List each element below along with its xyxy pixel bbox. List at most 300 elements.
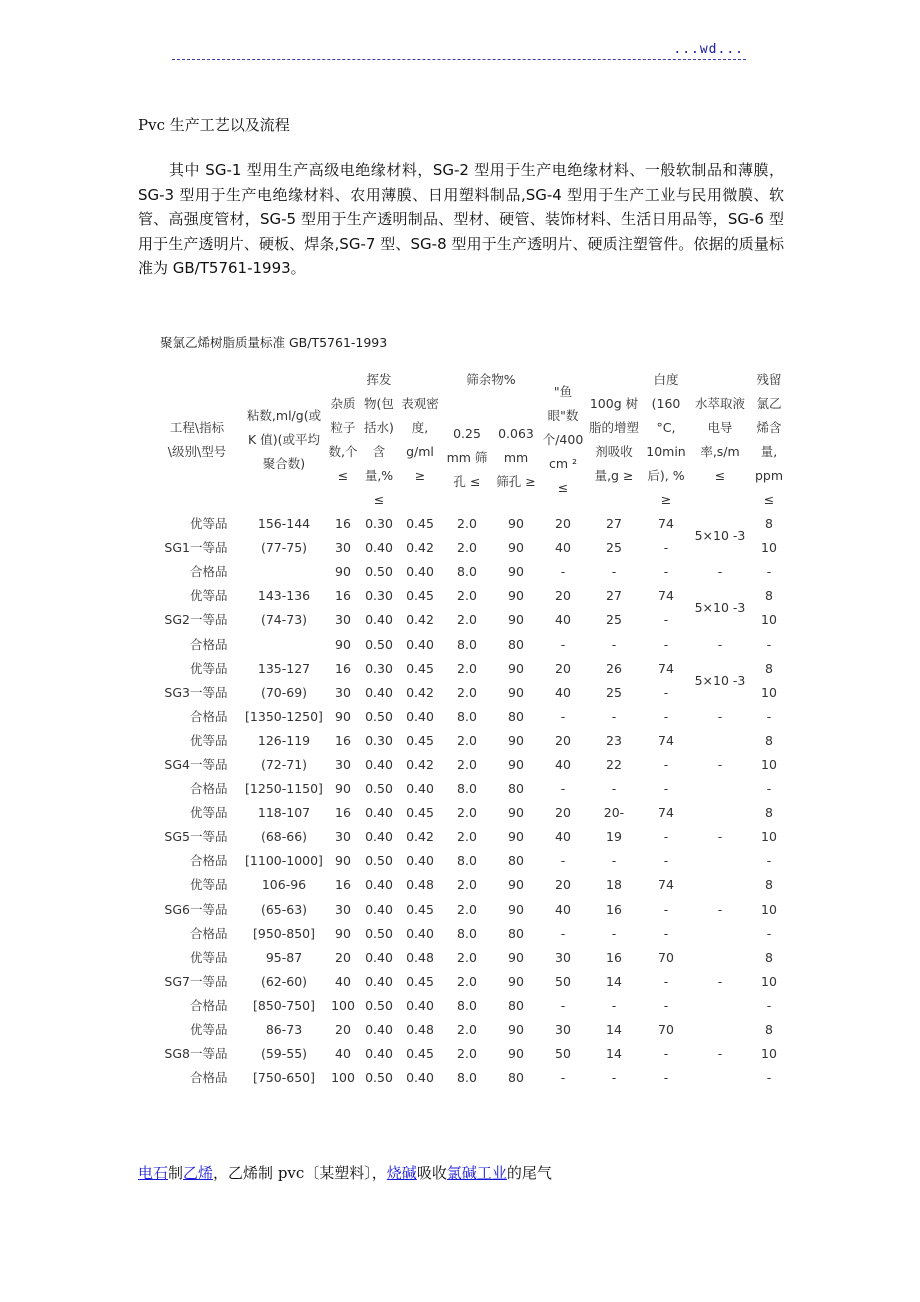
cell-residual: 10: [761, 829, 777, 845]
cell-whiteness: 70: [658, 1022, 674, 1038]
cell-whiteness: -: [663, 781, 669, 797]
cell-whiteness: -: [663, 708, 669, 724]
cell-s0063: 90: [508, 540, 524, 556]
cell-s025: 8.0: [457, 997, 477, 1013]
cell-plasticizer: 14: [606, 1046, 622, 1062]
cell-density: 0.48: [406, 1022, 434, 1038]
cell-whiteness: 70: [658, 949, 674, 965]
intro-paragraph: 其中 SG-1 型用生产高级电绝缘材料，SG-2 型用于生产电绝缘材料、一般软制品和薄膜，SG-3 型用于生产电绝缘材料、农用薄膜、日用塑料制品,SG-4 型用于生产工业与民用微膜、软管、高强度管材，SG-5 型用于生产透明制品、型材、硬管、装饰材料、生活日用品等，SG-6 型用于生产透明片、硬板、焊条,SG-7 型、SG-8 型用于生产透明片、硬质注塑管件。依据的质量标准为 GB/T5761-1993。: [138, 161, 784, 277]
cell-density: 0.48: [406, 949, 434, 965]
cell-residual: 10: [761, 684, 777, 700]
grade-label: 一等品: [190, 756, 228, 772]
grade-label: 合格品: [190, 708, 228, 724]
cell-whiteness: -: [663, 901, 669, 917]
cell-model-grade: [152, 536, 242, 560]
cell-model-grade: [152, 632, 242, 656]
cell-impurity: 30: [335, 540, 351, 556]
cell-whiteness: -: [663, 829, 669, 845]
cell-viscosity: (72-71): [260, 756, 308, 772]
cell-impurity: 16: [335, 732, 351, 748]
cell-model-grade: [152, 657, 242, 681]
cell-volatile: 0.40: [365, 949, 393, 965]
cell-s025: 8.0: [457, 1070, 477, 1086]
cell-volatile: 0.50: [365, 925, 393, 941]
cell-density: 0.45: [406, 516, 434, 532]
cell-impurity: 90: [335, 853, 351, 869]
cell-impurity: 16: [335, 877, 351, 893]
cell-viscosity: 143-136 (74-73): [257, 588, 311, 628]
cell-fisheye: -: [560, 564, 566, 580]
cell-plasticizer: 19: [606, 829, 622, 845]
cell-volatile: 0.30: [365, 588, 393, 604]
cell-impurity: 30: [335, 612, 351, 628]
cell-plasticizer: -: [611, 853, 617, 869]
cell-fisheye: 20: [555, 660, 571, 676]
cell-s0063: 80: [508, 636, 524, 652]
cell-model-grade: [152, 970, 242, 994]
cell-residual: 8: [765, 1022, 773, 1038]
cell-fisheye: -: [560, 1070, 566, 1086]
cell-density: 0.40: [406, 853, 434, 869]
cell-volatile: 0.30: [365, 732, 393, 748]
header-plasticizer: 100g 树脂的增塑剂吸收量,g ≥: [589, 396, 640, 483]
cell-plasticizer: 27: [606, 516, 622, 532]
cell-s0063: 90: [508, 1046, 524, 1062]
cell-plasticizer: 14: [606, 1022, 622, 1038]
cell-conductivity: -: [717, 756, 723, 772]
cell-s0063: 90: [508, 901, 524, 917]
table-row: [152, 512, 788, 536]
header-whiteness: 白度 (160 °C, 10min 后), % ≥: [646, 372, 686, 507]
cell-model-grade: [152, 777, 242, 801]
cell-s0063: 90: [508, 1022, 524, 1038]
cell-s025: 8.0: [457, 853, 477, 869]
header-fisheye: "鱼眼"数个/400 cm ² ≤: [542, 384, 584, 495]
grade-label: 优等品: [190, 949, 228, 965]
cell-residual: 8: [765, 732, 773, 748]
cell-impurity: 16: [335, 805, 351, 821]
cell-volatile: 0.50: [365, 564, 393, 580]
cell-volatile: 0.50: [365, 708, 393, 724]
cell-residual: 10: [761, 1046, 777, 1062]
cell-viscosity: [950-850]: [253, 925, 315, 941]
table-row: [152, 801, 788, 825]
header-volatile: 挥发物(包括水)含量,% ≤: [364, 372, 394, 507]
cell-model-grade: [152, 512, 242, 536]
cell-whiteness: 74: [658, 516, 674, 532]
cell-conductivity: -: [717, 708, 723, 724]
cell-volatile: 0.40: [365, 612, 393, 628]
cell-s025: 8.0: [457, 708, 477, 724]
cell-density: 0.40: [406, 636, 434, 652]
footer-line: [138, 1162, 552, 1183]
cell-whiteness: -: [663, 925, 669, 941]
table-row: [152, 705, 788, 729]
cell-model-grade: [152, 608, 242, 632]
grade-label: 合格品: [190, 1070, 228, 1086]
cell-whiteness: -: [663, 564, 669, 580]
cell-fisheye: 40: [555, 540, 571, 556]
cell-viscosity: [1350-1250]: [245, 708, 323, 724]
cell-plasticizer: 18: [606, 877, 622, 893]
cell-density: 0.42: [406, 540, 434, 556]
grade-label: 一等品: [190, 684, 228, 700]
cell-volatile: 0.40: [365, 540, 393, 556]
cell-volatile: 0.40: [365, 829, 393, 845]
cell-impurity: 16: [335, 588, 351, 604]
cell-fisheye: -: [560, 853, 566, 869]
cell-conductivity: 5×10 -3: [694, 528, 746, 544]
cell-viscosity: 156-144 (77-75): [257, 516, 311, 556]
cell-volatile: 0.50: [365, 997, 393, 1013]
cell-plasticizer: 22: [606, 756, 622, 772]
cell-s0063: 90: [508, 805, 524, 821]
cell-whiteness: 74: [658, 660, 674, 676]
cell-s025: 8.0: [457, 636, 477, 652]
model-label: SG7: [164, 973, 190, 989]
cell-model-grade: [152, 898, 242, 922]
grade-label: 优等品: [190, 732, 228, 748]
cell-s025: 2.0: [457, 949, 477, 965]
cell-viscosity: [750-650]: [253, 1070, 315, 1086]
model-label: SG4: [164, 756, 190, 772]
cell-s0063: 80: [508, 997, 524, 1013]
cell-fisheye: 20: [555, 588, 571, 604]
cell-density: 0.40: [406, 925, 434, 941]
link-calcium-carbide[interactable]: 电石: [138, 1164, 169, 1182]
header-density: 表观密度, g/ml ≥: [401, 396, 439, 483]
cell-volatile: 0.50: [365, 781, 393, 797]
grade-label: 优等品: [190, 588, 228, 604]
table-body: [152, 512, 788, 1090]
cell-model-grade: [152, 753, 242, 777]
cell-fisheye: 40: [555, 901, 571, 917]
cell-model-grade: [152, 681, 242, 705]
cell-viscosity: 86-73: [265, 1022, 303, 1038]
cell-fisheye: -: [560, 636, 566, 652]
cell-s025: 2.0: [457, 684, 477, 700]
cell-s0063: 90: [508, 949, 524, 965]
cell-s025: 2.0: [457, 660, 477, 676]
cell-impurity: 100: [331, 997, 355, 1013]
cell-s025: 2.0: [457, 588, 477, 604]
cell-plasticizer: 23: [606, 732, 622, 748]
table-row: [152, 873, 788, 897]
grade-label: 优等品: [190, 805, 228, 821]
cell-conductivity: -: [717, 1046, 723, 1062]
cell-density: 0.40: [406, 1070, 434, 1086]
cell-volatile: 0.40: [365, 1046, 393, 1062]
cell-whiteness: -: [663, 684, 669, 700]
cell-density: 0.45: [406, 588, 434, 604]
cell-s025: 2.0: [457, 877, 477, 893]
table-row: [152, 1018, 788, 1042]
grade-label: 优等品: [190, 516, 228, 532]
cell-impurity: 40: [335, 973, 351, 989]
header-residual: 残留氯乙烯含量, ppm ≤: [754, 372, 784, 507]
footer-text-2: ，乙烯制 pvc〔某塑料〕，: [213, 1164, 387, 1182]
header-sieve-group: 筛余物%: [466, 372, 516, 387]
cell-volatile: 0.50: [365, 853, 393, 869]
cell-impurity: 16: [335, 516, 351, 532]
model-label: SG8: [164, 1046, 190, 1062]
cell-volatile: 0.30: [365, 660, 393, 676]
cell-viscosity: (68-66): [260, 829, 308, 845]
cell-viscosity: 118-107: [257, 805, 311, 821]
cell-conductivity: -: [717, 636, 723, 652]
cell-s025: 2.0: [457, 732, 477, 748]
model-label: SG2: [164, 612, 190, 628]
cell-whiteness: -: [663, 756, 669, 772]
cell-s025: 8.0: [457, 564, 477, 580]
cell-volatile: 0.40: [365, 805, 393, 821]
cell-volatile: 0.50: [365, 1070, 393, 1086]
cell-whiteness: -: [663, 1046, 669, 1062]
cell-impurity: 90: [335, 564, 351, 580]
cell-conductivity: 5×10 -3: [694, 600, 746, 616]
cell-volatile: 0.50: [365, 636, 393, 652]
cell-s0063: 90: [508, 660, 524, 676]
cell-fisheye: 50: [555, 973, 571, 989]
cell-residual: -: [766, 997, 772, 1013]
header-item: 工程\指标\级别\型号: [167, 420, 227, 459]
cell-density: 0.42: [406, 829, 434, 845]
cell-density: 0.45: [406, 660, 434, 676]
cell-whiteness: 74: [658, 877, 674, 893]
cell-s0063: 90: [508, 756, 524, 772]
header-divider: [172, 59, 746, 60]
cell-impurity: 20: [335, 1022, 351, 1038]
table-row: [152, 657, 788, 681]
cell-density: 0.45: [406, 1046, 434, 1062]
cell-residual: 8: [765, 949, 773, 965]
cell-s0063: 90: [508, 564, 524, 580]
cell-whiteness: -: [663, 540, 669, 556]
cell-s0063: 90: [508, 973, 524, 989]
cell-volatile: 0.40: [365, 756, 393, 772]
grade-label: 优等品: [190, 1022, 228, 1038]
cell-density: 0.48: [406, 877, 434, 893]
cell-impurity: 90: [335, 708, 351, 724]
cell-viscosity: [242, 560, 326, 584]
cell-plasticizer: 26: [606, 660, 622, 676]
cell-s0063: 90: [508, 612, 524, 628]
grade-label: 合格品: [190, 853, 228, 869]
cell-volatile: 0.40: [365, 901, 393, 917]
cell-s025: 2.0: [457, 805, 477, 821]
cell-density: 0.40: [406, 708, 434, 724]
grade-label: 合格品: [190, 781, 228, 797]
cell-s0063: 90: [508, 588, 524, 604]
header-sieve-0063: 0.063 mm 筛孔 ≥: [496, 426, 536, 489]
cell-residual: -: [766, 853, 772, 869]
link-caustic-soda[interactable]: 烧碱: [386, 1164, 417, 1182]
header-mark: ...wd...: [673, 42, 744, 57]
model-label: SG5: [164, 829, 190, 845]
cell-residual: 10: [761, 612, 777, 628]
table-header-row: [152, 368, 788, 404]
cell-fisheye: 40: [555, 684, 571, 700]
cell-residual: 8: [765, 588, 773, 604]
cell-s025: 2.0: [457, 612, 477, 628]
cell-s025: 8.0: [457, 925, 477, 941]
link-chlor-alkali[interactable]: 氯碱工业: [446, 1164, 507, 1182]
cell-model-grade: [152, 825, 242, 849]
cell-s0063: 90: [508, 732, 524, 748]
cell-s025: 2.0: [457, 1022, 477, 1038]
cell-model-grade: [152, 946, 242, 970]
cell-plasticizer: 16: [606, 949, 622, 965]
cell-plasticizer: -: [611, 997, 617, 1013]
cell-s025: 2.0: [457, 756, 477, 772]
cell-model-grade: [152, 801, 242, 825]
cell-plasticizer: -: [611, 781, 617, 797]
cell-residual: 8: [765, 877, 773, 893]
cell-fisheye: 30: [555, 949, 571, 965]
cell-impurity: 30: [335, 684, 351, 700]
cell-whiteness: -: [663, 853, 669, 869]
cell-model-grade: [152, 705, 242, 729]
grade-label: 一等品: [190, 612, 228, 628]
cell-conductivity: -: [717, 829, 723, 845]
cell-conductivity: 5×10 -3: [694, 672, 746, 688]
quality-standard-table: [152, 368, 788, 1090]
cell-impurity: 30: [335, 901, 351, 917]
header-viscosity: 粘数,ml/g(或K 值)(或平均聚合数): [246, 408, 322, 471]
cell-fisheye: 50: [555, 1046, 571, 1062]
cell-viscosity: [242, 632, 326, 656]
cell-fisheye: -: [560, 781, 566, 797]
table-row: [152, 584, 788, 608]
cell-viscosity: [850-750]: [253, 997, 315, 1013]
cell-s0063: 90: [508, 684, 524, 700]
cell-whiteness: -: [663, 997, 669, 1013]
cell-impurity: 16: [335, 660, 351, 676]
grade-label: 合格品: [190, 925, 228, 941]
cell-model-grade: [152, 873, 242, 897]
cell-residual: -: [766, 1070, 772, 1086]
cell-viscosity: [1250-1150]: [245, 781, 323, 797]
cell-residual: 10: [761, 540, 777, 556]
grade-label: 一等品: [190, 540, 228, 556]
cell-plasticizer: 20-: [603, 805, 625, 821]
table-row: [152, 560, 788, 584]
model-label: SG6: [164, 901, 190, 917]
cell-plasticizer: 25: [606, 540, 622, 556]
cell-viscosity: (59-55): [260, 1046, 308, 1062]
grade-label: 一等品: [190, 901, 228, 917]
table-row: [152, 946, 788, 970]
cell-whiteness: -: [663, 636, 669, 652]
cell-conductivity: -: [717, 564, 723, 580]
grade-label: 合格品: [190, 564, 228, 580]
cell-volatile: 0.40: [365, 684, 393, 700]
cell-volatile: 0.40: [365, 973, 393, 989]
cell-residual: -: [766, 781, 772, 797]
cell-plasticizer: 25: [606, 612, 622, 628]
cell-s025: 2.0: [457, 901, 477, 917]
cell-s025: 2.0: [457, 516, 477, 532]
cell-viscosity: 95-87: [265, 949, 303, 965]
cell-conductivity: -: [717, 973, 723, 989]
cell-whiteness: -: [663, 1070, 669, 1086]
table-caption: 聚氯乙烯树脂质量标准 GB/T5761-1993: [160, 335, 388, 350]
cell-plasticizer: -: [611, 564, 617, 580]
cell-residual: 8: [765, 660, 773, 676]
cell-density: 0.45: [406, 973, 434, 989]
grade-label: 一等品: [190, 829, 228, 845]
cell-whiteness: 74: [658, 805, 674, 821]
cell-fisheye: 40: [555, 756, 571, 772]
cell-plasticizer: -: [611, 636, 617, 652]
cell-plasticizer: 27: [606, 588, 622, 604]
cell-residual: 8: [765, 516, 773, 532]
header-impurity: 杂质粒子数,个 ≤: [328, 396, 358, 483]
cell-s0063: 80: [508, 925, 524, 941]
cell-density: 0.42: [406, 684, 434, 700]
cell-viscosity: 135-127: [257, 660, 311, 676]
cell-impurity: 40: [335, 1046, 351, 1062]
cell-model-grade: [152, 1042, 242, 1066]
cell-s0063: 80: [508, 853, 524, 869]
footer-text-1: 制: [168, 1164, 184, 1182]
cell-s0063: 90: [508, 829, 524, 845]
grade-label: 合格品: [190, 636, 228, 652]
cell-impurity: 90: [335, 781, 351, 797]
table-row: [152, 729, 788, 753]
cell-residual: 10: [761, 901, 777, 917]
cell-model-grade: [152, 584, 242, 608]
cell-s0063: 80: [508, 708, 524, 724]
cell-impurity: 30: [335, 829, 351, 845]
cell-plasticizer: 25: [606, 684, 622, 700]
cell-impurity: 20: [335, 949, 351, 965]
link-acetylene[interactable]: 乙烯: [183, 1164, 214, 1182]
cell-density: 0.45: [406, 901, 434, 917]
cell-conductivity: -: [717, 901, 723, 917]
cell-impurity: 90: [335, 636, 351, 652]
cell-density: 0.40: [406, 564, 434, 580]
cell-plasticizer: 14: [606, 973, 622, 989]
header-conductivity: 水萃取液电导率,s/m ≤: [695, 396, 746, 483]
cell-whiteness: -: [663, 612, 669, 628]
grade-label: 合格品: [190, 997, 228, 1013]
cell-volatile: 0.30: [365, 516, 393, 532]
page-title: Pvc 生产工艺以及流程: [138, 116, 290, 134]
cell-plasticizer: -: [611, 925, 617, 941]
cell-residual: -: [766, 708, 772, 724]
grade-label: 优等品: [190, 877, 228, 893]
cell-fisheye: 20: [555, 877, 571, 893]
cell-residual: -: [766, 636, 772, 652]
cell-s025: 2.0: [457, 540, 477, 556]
cell-model-grade: [152, 1066, 242, 1090]
cell-viscosity: (65-63): [260, 901, 308, 917]
cell-residual: 10: [761, 756, 777, 772]
cell-viscosity: 106-96: [261, 877, 307, 893]
cell-residual: -: [766, 925, 772, 941]
model-label: SG3: [164, 684, 190, 700]
cell-model-grade: [152, 560, 242, 584]
cell-viscosity: [1100-1000]: [245, 853, 323, 869]
cell-residual: -: [766, 564, 772, 580]
cell-plasticizer: -: [611, 1070, 617, 1086]
cell-impurity: 90: [335, 925, 351, 941]
cell-fisheye: 40: [555, 829, 571, 845]
cell-viscosity: 126-119: [257, 732, 311, 748]
cell-fisheye: 20: [555, 516, 571, 532]
cell-impurity: 100: [331, 1070, 355, 1086]
